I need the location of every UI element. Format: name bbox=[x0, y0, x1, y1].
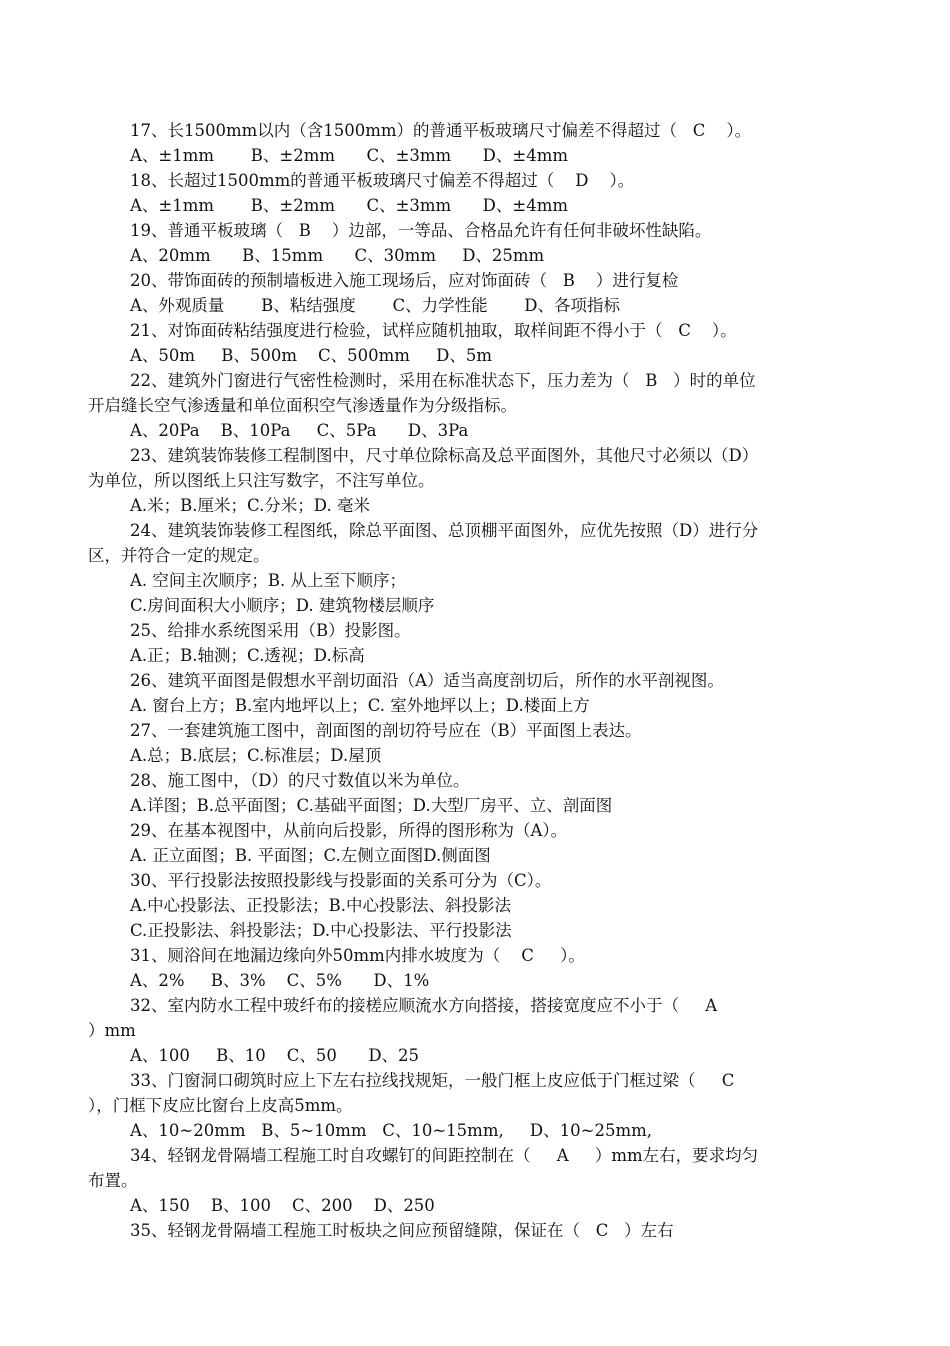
text-line: 23、建筑装饰装修工程制图中，尺寸单位除标高及总平面图外，其他尺寸必须以（D） bbox=[130, 446, 759, 465]
text-line: 区，并符合一定的规定。 bbox=[88, 546, 270, 565]
text-line: A、50m B、500m C、500mm D、5m bbox=[130, 346, 493, 365]
text-line: A、外观质量 B、粘结强度 C、力学性能 D、各项指标 bbox=[130, 296, 621, 315]
text-line: 32、室内防水工程中玻纤布的接槎应顺流水方向搭接，搭接宽度应不小于（ A bbox=[130, 996, 718, 1015]
text-line: A、20Pa B、10Pa C、5Pa D、3Pa bbox=[130, 421, 469, 440]
text-line: A、2% B、3% C、5% D、1% bbox=[130, 971, 430, 990]
text-line: C.正投影法、斜投影法；D.中心投影法、平行投影法 bbox=[130, 921, 512, 940]
text-line: 31、厕浴间在地漏边缘向外50mm内排水坡度为（ C ）。 bbox=[130, 946, 585, 965]
text-line: 35、轻钢龙骨隔墙工程施工时板块之间应预留缝隙，保证在（ C ）左右 bbox=[130, 1221, 674, 1240]
text-line: 33、门窗洞口砌筑时应上下左右拉线找规矩，一般门框上皮应低于门框过梁（ C bbox=[130, 1071, 735, 1090]
text-line: 布置。 bbox=[88, 1171, 138, 1190]
text-line: A、±1mm B、±2mm C、±3mm D、±4mm bbox=[130, 196, 569, 215]
text-line: A.总；B.底层；C.标准层；D.屋顶 bbox=[130, 746, 382, 765]
text-line: C.房间面积大小顺序；D. 建筑物楼层顺序 bbox=[130, 596, 435, 615]
text-line: 28、施工图中，（D）的尺寸数值以米为单位。 bbox=[130, 771, 470, 790]
text-line: 19、普通平板玻璃（ B ）边部，一等品、合格品允许有任何非破坏性缺陷。 bbox=[130, 221, 712, 240]
text-line: A.中心投影法、正投影法；B.中心投影法、斜投影法 bbox=[130, 896, 512, 915]
text-line: 24、建筑装饰装修工程图纸，除总平面图、总顶棚平面图外，应优先按照（D）进行分 bbox=[130, 521, 759, 540]
text-line: A. 正立面图；B. 平面图；C.左侧立面图D.侧面图 bbox=[130, 846, 491, 865]
text-line: 34、轻钢龙骨隔墙工程施工时自攻螺钉的间距控制在（ A ）mm左右，要求均匀 bbox=[130, 1146, 759, 1165]
text-line: A.米；B.厘米；C.分米；D. 毫米 bbox=[130, 496, 370, 515]
text-line: 17、长1500mm以内（含1500mm）的普通平板玻璃尺寸偏差不得超过（ C ）。 bbox=[130, 121, 752, 140]
text-line: 20、带饰面砖的预制墙板进入施工现场后，应对饰面砖（ B ）进行复检 bbox=[130, 271, 679, 290]
text-line: 29、在基本视图中，从前向后投影，所得的图形称为（A）。 bbox=[130, 821, 568, 840]
text-line: A、±1mm B、±2mm C、±3mm D、±4mm bbox=[130, 146, 569, 165]
text-line: A. 窗台上方；B.室内地坪以上；C. 室外地坪以上；D.楼面上方 bbox=[130, 696, 590, 715]
text-line: 21、对饰面砖粘结强度进行检验，试样应随机抽取，取样间距不得小于（ C ）。 bbox=[130, 321, 737, 340]
text-line: A.详图；B.总平面图；C.基础平面图；D.大型厂房平、立、剖面图 bbox=[130, 796, 613, 815]
text-line: A. 空间主次顺序；B. 从上至下顺序； bbox=[130, 571, 407, 590]
text-line: 为单位，所以图纸上只注写数字，不注写单位。 bbox=[88, 471, 435, 490]
text-line: 18、长超过1500mm的普通平板玻璃尺寸偏差不得超过（ D ）。 bbox=[130, 171, 635, 190]
text-line: 25、给排水系统图采用（B）投影图。 bbox=[130, 621, 411, 640]
text-line: A、10~20mm B、5~10mm C、10~15mm, D、10~25mm, bbox=[130, 1121, 653, 1140]
text-line: 30、平行投影法按照投影线与投影面的关系可分为（C）。 bbox=[130, 871, 552, 890]
text-line: 开启缝长空气渗透量和单位面积空气渗透量作为分级指标。 bbox=[88, 396, 517, 415]
text-line: A、20mm B、15mm C、30mm D、25mm bbox=[130, 246, 545, 265]
text-line: A、150 B、100 C、200 D、250 bbox=[130, 1196, 435, 1215]
text-line: ），门框下皮应比窗台上皮高5mm。 bbox=[88, 1096, 353, 1115]
text-line: 27、一套建筑施工图中，剖面图的剖切符号应在（B）平面图上表达。 bbox=[130, 721, 642, 740]
text-line: ）mm bbox=[88, 1021, 136, 1040]
text-line: 22、建筑外门窗进行气密性检测时，采用在标准状态下，压力差为（ B ）时的单位 bbox=[130, 371, 756, 390]
document-page bbox=[88, 118, 863, 1243]
text-line: A、100 B、10 C、50 D、25 bbox=[130, 1046, 420, 1065]
text-line: 26、建筑平面图是假想水平剖切面沿（A）适当高度剖切后，所作的水平剖视图。 bbox=[130, 671, 724, 690]
text-line: A.正；B.轴测；C.透视；D.标高 bbox=[130, 646, 365, 665]
